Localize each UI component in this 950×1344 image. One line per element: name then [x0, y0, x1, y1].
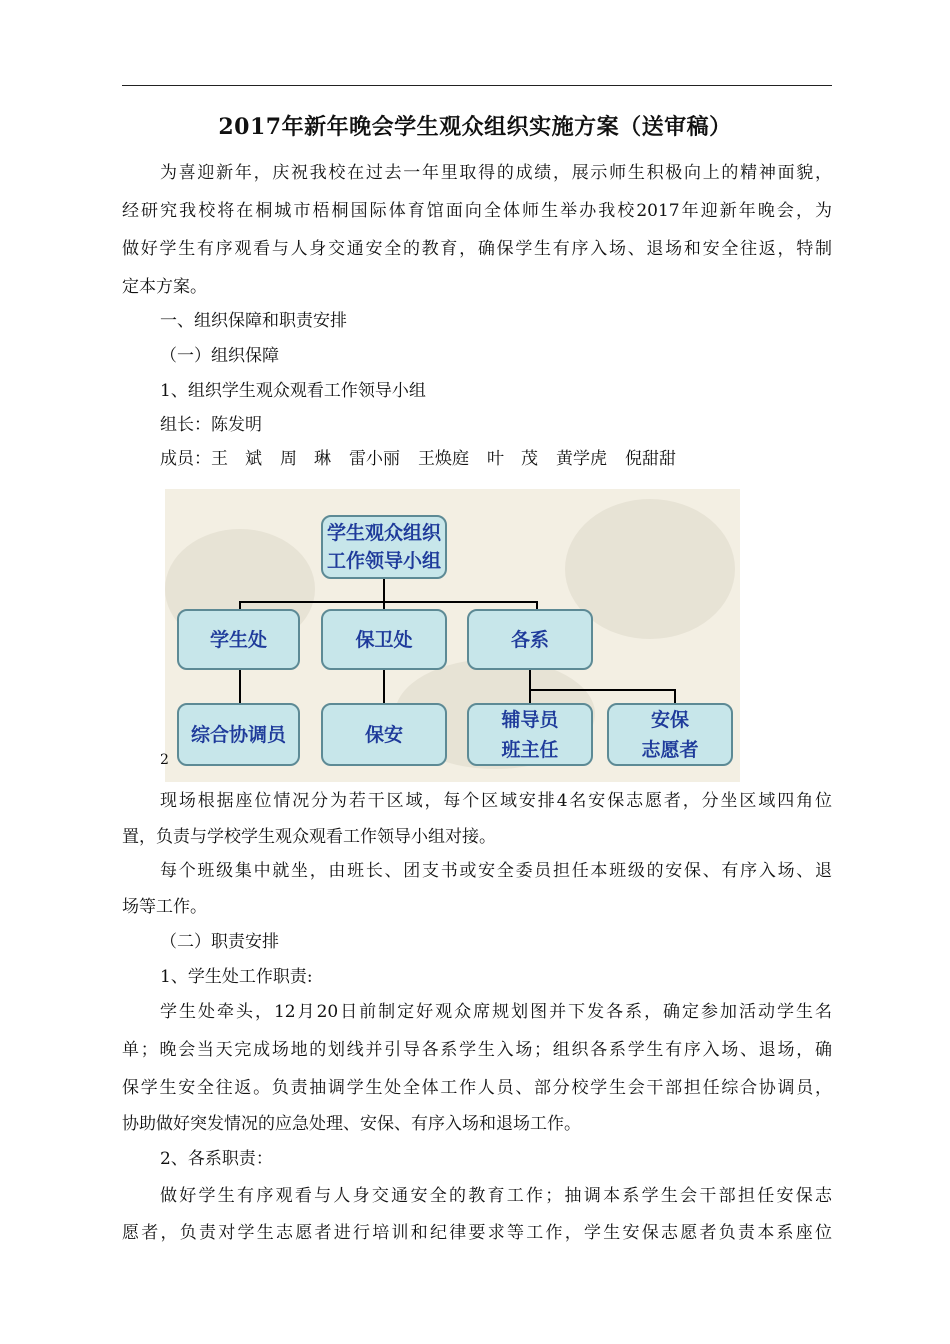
- members-line: [160, 448, 676, 470]
- connector: [529, 689, 675, 691]
- node-label: 综合协调员: [190, 723, 286, 746]
- sub1-heading: （一）组织保障: [160, 346, 279, 366]
- node-label: 保安: [364, 723, 403, 746]
- root-label-line: 工作领导小组: [326, 550, 441, 572]
- para-line: 置，负责与学校学生观众观看工作领导小组对接。: [122, 827, 496, 847]
- stray-char: 2: [160, 752, 169, 768]
- member-name: 黄学虎: [556, 449, 607, 469]
- para-line: 单；晚会当天完成场地的划线并引导各系学生入场；组织各系学生有序入场、退场，确: [122, 1040, 832, 1060]
- node-label: 班主任: [501, 738, 559, 761]
- connector: [674, 689, 676, 703]
- org-chart: [165, 489, 740, 782]
- node-label: 辅导员: [501, 708, 559, 731]
- members-label: 成员：: [160, 449, 211, 469]
- para-line: 保学生安全往返。负责抽调学生处全体工作人员、部分校学生会干部担任综合协调员，: [122, 1078, 832, 1098]
- chart-node-departments: [467, 609, 593, 670]
- para-line: 场等工作。: [122, 897, 207, 917]
- node-label: 保卫处: [355, 628, 413, 651]
- chart-node-volunteer: [607, 703, 733, 766]
- member-name: 叶 茂: [487, 449, 538, 469]
- intro-line: 定本方案。: [122, 277, 207, 297]
- connector: [239, 601, 537, 603]
- item1-heading: 1、组织学生观众观看工作领导小组: [160, 381, 426, 401]
- para-line: 每个班级集中就坐，由班长、团支书或安全委员担任本班级的安保、有序入场、退: [160, 861, 832, 881]
- para-line: 协助做好突发情况的应急处理、安保、有序入场和退场工作。: [122, 1114, 581, 1134]
- intro-line: 做好学生有序观看与人身交通安全的教育，确保学生有序入场、退场和安全往返，特制: [122, 239, 832, 259]
- top-rule: [122, 85, 832, 86]
- member-name: 倪甜甜: [625, 449, 676, 469]
- intro-line: 为喜迎新年，庆祝我校在过去一年里取得的成绩，展示师生积极向上的精神面貌，: [160, 163, 832, 183]
- member-name: 雷小丽: [349, 449, 400, 469]
- connector: [383, 579, 385, 602]
- connector: [383, 670, 385, 703]
- node-label: 学生处: [209, 628, 267, 651]
- para-line: 愿者，负责对学生志愿者进行培训和纪律要求等工作，学生安保志愿者负责本系座位: [122, 1223, 832, 1243]
- leader-line: 组长：陈发明: [160, 415, 262, 435]
- chart-node-guard: [321, 703, 447, 766]
- para-line: 学生处牵头，12月20日前制定好观众席规划图并下发各系，确定参加活动学生名: [160, 1002, 832, 1022]
- node-label: 各系: [510, 628, 549, 651]
- chart-node-coordinator: [177, 703, 300, 766]
- section1-heading: 一、组织保障和职责安排: [160, 311, 347, 331]
- duty2-heading: 2、各系职责：: [160, 1149, 273, 1169]
- node-label: 安保: [650, 708, 689, 731]
- duty1-heading: 1、学生处工作职责:: [160, 967, 313, 987]
- member-name: 王焕庭: [418, 449, 469, 469]
- chart-node-counselor: [467, 703, 593, 766]
- root-label-line: 学生观众组织: [326, 522, 441, 544]
- member-name: 周 琳: [280, 449, 331, 469]
- sub2-heading: （二）职责安排: [160, 932, 279, 952]
- para-line: 现场根据座位情况分为若干区域，每个区域安排4名安保志愿者，分坐区域四角位: [160, 791, 832, 811]
- para-line: 做好学生有序观看与人身交通安全的教育工作；抽调本系学生会干部担任安保志: [160, 1186, 832, 1206]
- document-title: 2017年新年晚会学生观众组织实施方案（送审稿）: [218, 114, 732, 140]
- node-label: 志愿者: [641, 738, 699, 761]
- member-name: 王 斌: [211, 449, 262, 469]
- intro-line: 经研究我校将在桐城市梧桐国际体育馆面向全体师生举办我校2017年迎新年晚会，为: [122, 201, 832, 221]
- chart-node-root: [321, 515, 447, 579]
- connector: [529, 670, 531, 703]
- chart-node-student-affairs: [177, 609, 300, 670]
- connector: [239, 670, 241, 703]
- chart-node-security-office: [321, 609, 447, 670]
